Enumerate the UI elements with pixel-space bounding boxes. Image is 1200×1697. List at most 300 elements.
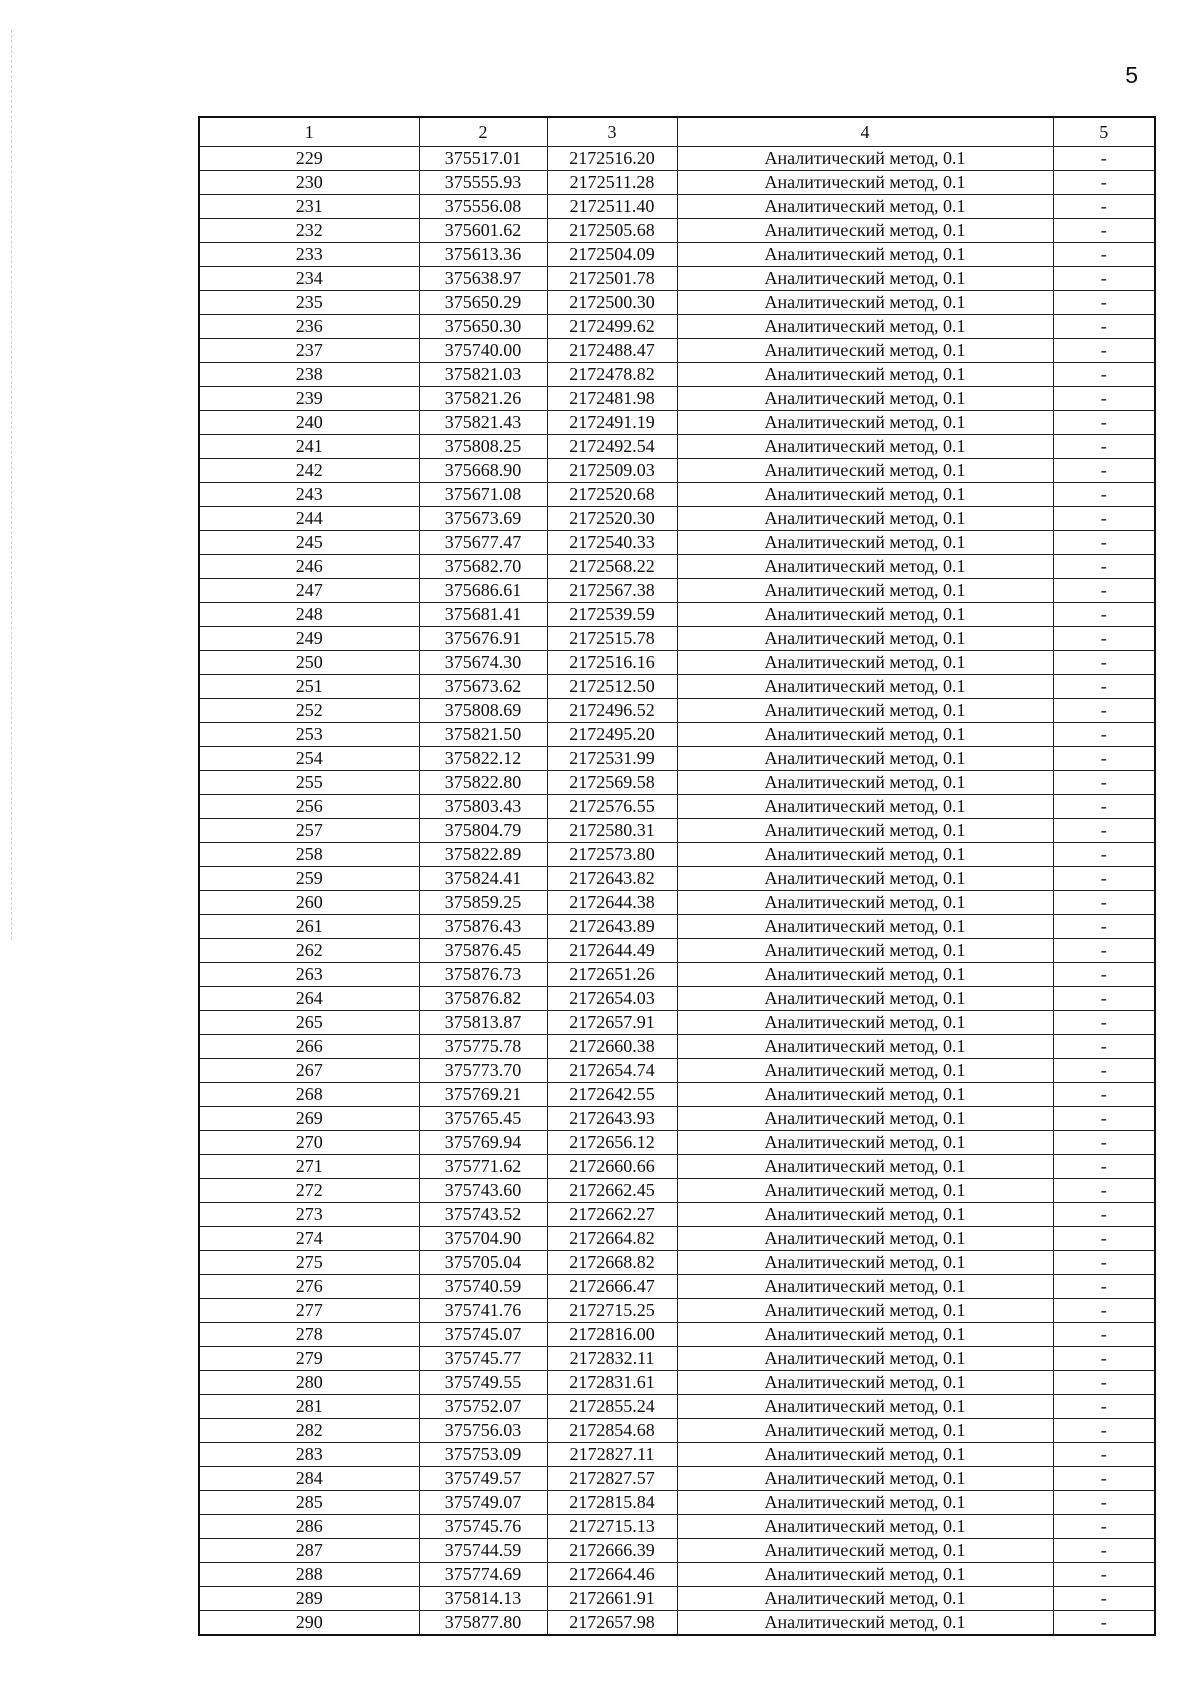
method-cell: Аналитический метод, 0.1 (677, 843, 1053, 867)
table-row (199, 867, 1155, 891)
method-cell: Аналитический метод, 0.1 (677, 747, 1053, 771)
note-cell: - (1053, 1035, 1155, 1059)
method-cell: Аналитический метод, 0.1 (677, 411, 1053, 435)
table-row (199, 675, 1155, 699)
method-cell: Аналитический метод, 0.1 (677, 1323, 1053, 1347)
note-cell: - (1053, 1611, 1155, 1636)
table-row (199, 291, 1155, 315)
point-number-cell: 267 (199, 1059, 419, 1083)
x-coordinate-cell: 375765.45 (419, 1107, 547, 1131)
method-cell: Аналитический метод, 0.1 (677, 891, 1053, 915)
table-row (199, 1011, 1155, 1035)
point-number-cell: 279 (199, 1347, 419, 1371)
table-row (199, 915, 1155, 939)
table-row (199, 1131, 1155, 1155)
point-number-cell: 242 (199, 459, 419, 483)
point-number-cell: 243 (199, 483, 419, 507)
y-coordinate-cell: 2172664.46 (547, 1563, 677, 1587)
method-cell: Аналитический метод, 0.1 (677, 339, 1053, 363)
point-number-cell: 273 (199, 1203, 419, 1227)
point-number-cell: 276 (199, 1275, 419, 1299)
method-cell: Аналитический метод, 0.1 (677, 243, 1053, 267)
note-cell: - (1053, 987, 1155, 1011)
y-coordinate-cell: 2172491.19 (547, 411, 677, 435)
point-number-cell: 254 (199, 747, 419, 771)
y-coordinate-cell: 2172511.28 (547, 171, 677, 195)
y-coordinate-cell: 2172567.38 (547, 579, 677, 603)
note-cell: - (1053, 651, 1155, 675)
y-coordinate-cell: 2172832.11 (547, 1347, 677, 1371)
y-coordinate-cell: 2172654.74 (547, 1059, 677, 1083)
method-cell: Аналитический метод, 0.1 (677, 1107, 1053, 1131)
method-cell: Аналитический метод, 0.1 (677, 987, 1053, 1011)
note-cell: - (1053, 627, 1155, 651)
method-cell: Аналитический метод, 0.1 (677, 963, 1053, 987)
y-coordinate-cell: 2172715.13 (547, 1515, 677, 1539)
x-coordinate-cell: 375773.70 (419, 1059, 547, 1083)
table-row (199, 315, 1155, 339)
y-coordinate-cell: 2172492.54 (547, 435, 677, 459)
note-cell: - (1053, 915, 1155, 939)
column-header-2: 2 (419, 117, 547, 147)
y-coordinate-cell: 2172478.82 (547, 363, 677, 387)
x-coordinate-cell: 375638.97 (419, 267, 547, 291)
note-cell: - (1053, 1227, 1155, 1251)
point-number-cell: 237 (199, 339, 419, 363)
y-coordinate-cell: 2172854.68 (547, 1419, 677, 1443)
table-row (199, 1467, 1155, 1491)
x-coordinate-cell: 375756.03 (419, 1419, 547, 1443)
note-cell: - (1053, 555, 1155, 579)
method-cell: Аналитический метод, 0.1 (677, 147, 1053, 171)
note-cell: - (1053, 291, 1155, 315)
note-cell: - (1053, 243, 1155, 267)
table-row (199, 483, 1155, 507)
method-cell: Аналитический метод, 0.1 (677, 603, 1053, 627)
method-cell: Аналитический метод, 0.1 (677, 1203, 1053, 1227)
table-row (199, 843, 1155, 867)
table-row (199, 1371, 1155, 1395)
y-coordinate-cell: 2172855.24 (547, 1395, 677, 1419)
x-coordinate-cell: 375650.29 (419, 291, 547, 315)
method-cell: Аналитический метод, 0.1 (677, 579, 1053, 603)
y-coordinate-cell: 2172504.09 (547, 243, 677, 267)
table-row (199, 1203, 1155, 1227)
table-row (199, 1323, 1155, 1347)
method-cell: Аналитический метод, 0.1 (677, 291, 1053, 315)
table-row (199, 1179, 1155, 1203)
point-number-cell: 235 (199, 291, 419, 315)
x-coordinate-cell: 375822.89 (419, 843, 547, 867)
x-coordinate-cell: 375555.93 (419, 171, 547, 195)
x-coordinate-cell: 375674.30 (419, 651, 547, 675)
point-number-cell: 255 (199, 771, 419, 795)
point-number-cell: 275 (199, 1251, 419, 1275)
method-cell: Аналитический метод, 0.1 (677, 723, 1053, 747)
y-coordinate-cell: 2172643.82 (547, 867, 677, 891)
x-coordinate-cell: 375876.43 (419, 915, 547, 939)
table-row (199, 1059, 1155, 1083)
x-coordinate-cell: 375808.25 (419, 435, 547, 459)
y-coordinate-cell: 2172668.82 (547, 1251, 677, 1275)
note-cell: - (1053, 531, 1155, 555)
method-cell: Аналитический метод, 0.1 (677, 1131, 1053, 1155)
y-coordinate-cell: 2172569.58 (547, 771, 677, 795)
point-number-cell: 288 (199, 1563, 419, 1587)
point-number-cell: 241 (199, 435, 419, 459)
x-coordinate-cell: 375876.82 (419, 987, 547, 1011)
method-cell: Аналитический метод, 0.1 (677, 867, 1053, 891)
point-number-cell: 272 (199, 1179, 419, 1203)
table-row (199, 963, 1155, 987)
note-cell: - (1053, 459, 1155, 483)
method-cell: Аналитический метод, 0.1 (677, 483, 1053, 507)
y-coordinate-cell: 2172816.00 (547, 1323, 677, 1347)
point-number-cell: 287 (199, 1539, 419, 1563)
table-row (199, 363, 1155, 387)
note-cell: - (1053, 1539, 1155, 1563)
point-number-cell: 231 (199, 195, 419, 219)
note-cell: - (1053, 411, 1155, 435)
scan-margin-line (11, 30, 12, 940)
note-cell: - (1053, 1419, 1155, 1443)
point-number-cell: 282 (199, 1419, 419, 1443)
point-number-cell: 284 (199, 1467, 419, 1491)
note-cell: - (1053, 723, 1155, 747)
y-coordinate-cell: 2172654.03 (547, 987, 677, 1011)
y-coordinate-cell: 2172815.84 (547, 1491, 677, 1515)
y-coordinate-cell: 2172661.91 (547, 1587, 677, 1611)
note-cell: - (1053, 963, 1155, 987)
note-cell: - (1053, 1155, 1155, 1179)
point-number-cell: 248 (199, 603, 419, 627)
point-number-cell: 270 (199, 1131, 419, 1155)
x-coordinate-cell: 375673.69 (419, 507, 547, 531)
y-coordinate-cell: 2172539.59 (547, 603, 677, 627)
point-number-cell: 266 (199, 1035, 419, 1059)
point-number-cell: 229 (199, 147, 419, 171)
x-coordinate-cell: 375824.41 (419, 867, 547, 891)
point-number-cell: 264 (199, 987, 419, 1011)
method-cell: Аналитический метод, 0.1 (677, 1011, 1053, 1035)
note-cell: - (1053, 147, 1155, 171)
method-cell: Аналитический метод, 0.1 (677, 219, 1053, 243)
note-cell: - (1053, 1299, 1155, 1323)
table-row (199, 147, 1155, 171)
x-coordinate-cell: 375613.36 (419, 243, 547, 267)
table-row (199, 339, 1155, 363)
y-coordinate-cell: 2172827.11 (547, 1443, 677, 1467)
point-number-cell: 234 (199, 267, 419, 291)
x-coordinate-cell: 375769.94 (419, 1131, 547, 1155)
note-cell: - (1053, 171, 1155, 195)
method-cell: Аналитический метод, 0.1 (677, 1587, 1053, 1611)
point-number-cell: 246 (199, 555, 419, 579)
y-coordinate-cell: 2172515.78 (547, 627, 677, 651)
x-coordinate-cell: 375704.90 (419, 1227, 547, 1251)
note-cell: - (1053, 315, 1155, 339)
page-number: 5 (1125, 62, 1138, 88)
x-coordinate-cell: 375682.70 (419, 555, 547, 579)
method-cell: Аналитический метод, 0.1 (677, 1179, 1053, 1203)
method-cell: Аналитический метод, 0.1 (677, 363, 1053, 387)
y-coordinate-cell: 2172576.55 (547, 795, 677, 819)
x-coordinate-cell: 375681.41 (419, 603, 547, 627)
x-coordinate-cell: 375749.55 (419, 1371, 547, 1395)
method-cell: Аналитический метод, 0.1 (677, 435, 1053, 459)
y-coordinate-cell: 2172644.38 (547, 891, 677, 915)
x-coordinate-cell: 375743.60 (419, 1179, 547, 1203)
point-number-cell: 278 (199, 1323, 419, 1347)
note-cell: - (1053, 267, 1155, 291)
table-row (199, 1227, 1155, 1251)
method-cell: Аналитический метод, 0.1 (677, 1347, 1053, 1371)
x-coordinate-cell: 375601.62 (419, 219, 547, 243)
y-coordinate-cell: 2172666.39 (547, 1539, 677, 1563)
point-number-cell: 257 (199, 819, 419, 843)
x-coordinate-cell: 375556.08 (419, 195, 547, 219)
note-cell: - (1053, 1491, 1155, 1515)
y-coordinate-cell: 2172664.82 (547, 1227, 677, 1251)
x-coordinate-cell: 375740.59 (419, 1275, 547, 1299)
note-cell: - (1053, 891, 1155, 915)
x-coordinate-cell: 375749.57 (419, 1467, 547, 1491)
x-coordinate-cell: 375686.61 (419, 579, 547, 603)
x-coordinate-cell: 375671.08 (419, 483, 547, 507)
x-coordinate-cell: 375752.07 (419, 1395, 547, 1419)
y-coordinate-cell: 2172499.62 (547, 315, 677, 339)
point-number-cell: 236 (199, 315, 419, 339)
point-number-cell: 286 (199, 1515, 419, 1539)
point-number-cell: 247 (199, 579, 419, 603)
table-row (199, 435, 1155, 459)
x-coordinate-cell: 375876.45 (419, 939, 547, 963)
method-cell: Аналитический метод, 0.1 (677, 267, 1053, 291)
method-cell: Аналитический метод, 0.1 (677, 1515, 1053, 1539)
point-number-cell: 265 (199, 1011, 419, 1035)
method-cell: Аналитический метод, 0.1 (677, 387, 1053, 411)
method-cell: Аналитический метод, 0.1 (677, 1539, 1053, 1563)
table-row (199, 1515, 1155, 1539)
method-cell: Аналитический метод, 0.1 (677, 555, 1053, 579)
note-cell: - (1053, 819, 1155, 843)
y-coordinate-cell: 2172501.78 (547, 267, 677, 291)
method-cell: Аналитический метод, 0.1 (677, 1059, 1053, 1083)
table-row (199, 723, 1155, 747)
table-row (199, 1491, 1155, 1515)
y-coordinate-cell: 2172643.89 (547, 915, 677, 939)
coordinates-table (198, 116, 1156, 1636)
x-coordinate-cell: 375822.80 (419, 771, 547, 795)
note-cell: - (1053, 1443, 1155, 1467)
point-number-cell: 263 (199, 963, 419, 987)
note-cell: - (1053, 1203, 1155, 1227)
note-cell: - (1053, 435, 1155, 459)
method-cell: Аналитический метод, 0.1 (677, 699, 1053, 723)
y-coordinate-cell: 2172481.98 (547, 387, 677, 411)
point-number-cell: 260 (199, 891, 419, 915)
note-cell: - (1053, 1395, 1155, 1419)
y-coordinate-cell: 2172660.66 (547, 1155, 677, 1179)
note-cell: - (1053, 1587, 1155, 1611)
x-coordinate-cell: 375821.26 (419, 387, 547, 411)
y-coordinate-cell: 2172568.22 (547, 555, 677, 579)
x-coordinate-cell: 375673.62 (419, 675, 547, 699)
method-cell: Аналитический метод, 0.1 (677, 627, 1053, 651)
point-number-cell: 250 (199, 651, 419, 675)
point-number-cell: 274 (199, 1227, 419, 1251)
y-coordinate-cell: 2172660.38 (547, 1035, 677, 1059)
point-number-cell: 281 (199, 1395, 419, 1419)
y-coordinate-cell: 2172531.99 (547, 747, 677, 771)
table-row (199, 1083, 1155, 1107)
table-row (199, 555, 1155, 579)
x-coordinate-cell: 375745.76 (419, 1515, 547, 1539)
table-row (199, 1251, 1155, 1275)
note-cell: - (1053, 1131, 1155, 1155)
table-row (199, 747, 1155, 771)
x-coordinate-cell: 375813.87 (419, 1011, 547, 1035)
method-cell: Аналитический метод, 0.1 (677, 1419, 1053, 1443)
table-row (199, 1419, 1155, 1443)
x-coordinate-cell: 375705.04 (419, 1251, 547, 1275)
method-cell: Аналитический метод, 0.1 (677, 819, 1053, 843)
x-coordinate-cell: 375876.73 (419, 963, 547, 987)
note-cell: - (1053, 1107, 1155, 1131)
point-number-cell: 283 (199, 1443, 419, 1467)
method-cell: Аналитический метод, 0.1 (677, 1251, 1053, 1275)
y-coordinate-cell: 2172656.12 (547, 1131, 677, 1155)
table-row (199, 387, 1155, 411)
method-cell: Аналитический метод, 0.1 (677, 1155, 1053, 1179)
column-header-4: 4 (677, 117, 1053, 147)
note-cell: - (1053, 1179, 1155, 1203)
note-cell: - (1053, 363, 1155, 387)
table-row (199, 1275, 1155, 1299)
x-coordinate-cell: 375804.79 (419, 819, 547, 843)
table-row (199, 219, 1155, 243)
method-cell: Аналитический метод, 0.1 (677, 1395, 1053, 1419)
table-row (199, 891, 1155, 915)
table-row (199, 579, 1155, 603)
method-cell: Аналитический метод, 0.1 (677, 939, 1053, 963)
method-cell: Аналитический метод, 0.1 (677, 795, 1053, 819)
table-row (199, 195, 1155, 219)
x-coordinate-cell: 375744.59 (419, 1539, 547, 1563)
table-row (199, 699, 1155, 723)
y-coordinate-cell: 2172496.52 (547, 699, 677, 723)
y-coordinate-cell: 2172831.61 (547, 1371, 677, 1395)
table-row (199, 1539, 1155, 1563)
method-cell: Аналитический метод, 0.1 (677, 1083, 1053, 1107)
table-row (199, 651, 1155, 675)
y-coordinate-cell: 2172666.47 (547, 1275, 677, 1299)
point-number-cell: 290 (199, 1611, 419, 1636)
y-coordinate-cell: 2172657.98 (547, 1611, 677, 1636)
y-coordinate-cell: 2172512.50 (547, 675, 677, 699)
y-coordinate-cell: 2172511.40 (547, 195, 677, 219)
note-cell: - (1053, 219, 1155, 243)
note-cell: - (1053, 1059, 1155, 1083)
method-cell: Аналитический метод, 0.1 (677, 1371, 1053, 1395)
x-coordinate-cell: 375821.50 (419, 723, 547, 747)
y-coordinate-cell: 2172715.25 (547, 1299, 677, 1323)
y-coordinate-cell: 2172516.16 (547, 651, 677, 675)
method-cell: Аналитический метод, 0.1 (677, 1035, 1053, 1059)
point-number-cell: 230 (199, 171, 419, 195)
note-cell: - (1053, 699, 1155, 723)
y-coordinate-cell: 2172520.30 (547, 507, 677, 531)
x-coordinate-cell: 375749.07 (419, 1491, 547, 1515)
table-row (199, 1035, 1155, 1059)
note-cell: - (1053, 507, 1155, 531)
point-number-cell: 269 (199, 1107, 419, 1131)
table-row (199, 1395, 1155, 1419)
point-number-cell: 249 (199, 627, 419, 651)
table-row (199, 987, 1155, 1011)
point-number-cell: 261 (199, 915, 419, 939)
x-coordinate-cell: 375668.90 (419, 459, 547, 483)
table-row (199, 1443, 1155, 1467)
method-cell: Аналитический метод, 0.1 (677, 1563, 1053, 1587)
column-header-5: 5 (1053, 117, 1155, 147)
x-coordinate-cell: 375774.69 (419, 1563, 547, 1587)
note-cell: - (1053, 339, 1155, 363)
note-cell: - (1053, 387, 1155, 411)
y-coordinate-cell: 2172500.30 (547, 291, 677, 315)
note-cell: - (1053, 483, 1155, 507)
x-coordinate-cell: 375877.80 (419, 1611, 547, 1636)
point-number-cell: 262 (199, 939, 419, 963)
note-cell: - (1053, 1347, 1155, 1371)
x-coordinate-cell: 375753.09 (419, 1443, 547, 1467)
x-coordinate-cell: 375775.78 (419, 1035, 547, 1059)
note-cell: - (1053, 1563, 1155, 1587)
y-coordinate-cell: 2172505.68 (547, 219, 677, 243)
table-row (199, 1107, 1155, 1131)
table-row (199, 603, 1155, 627)
method-cell: Аналитический метод, 0.1 (677, 1299, 1053, 1323)
note-cell: - (1053, 795, 1155, 819)
y-coordinate-cell: 2172495.20 (547, 723, 677, 747)
table-header-row (199, 117, 1155, 147)
point-number-cell: 251 (199, 675, 419, 699)
note-cell: - (1053, 1515, 1155, 1539)
table-row (199, 1347, 1155, 1371)
method-cell: Аналитический метод, 0.1 (677, 459, 1053, 483)
point-number-cell: 258 (199, 843, 419, 867)
point-number-cell: 259 (199, 867, 419, 891)
x-coordinate-cell: 375771.62 (419, 1155, 547, 1179)
point-number-cell: 240 (199, 411, 419, 435)
table-row (199, 795, 1155, 819)
point-number-cell: 244 (199, 507, 419, 531)
y-coordinate-cell: 2172827.57 (547, 1467, 677, 1491)
note-cell: - (1053, 603, 1155, 627)
y-coordinate-cell: 2172662.27 (547, 1203, 677, 1227)
point-number-cell: 245 (199, 531, 419, 555)
point-number-cell: 280 (199, 1371, 419, 1395)
point-number-cell: 238 (199, 363, 419, 387)
point-number-cell: 271 (199, 1155, 419, 1179)
point-number-cell: 239 (199, 387, 419, 411)
method-cell: Аналитический метод, 0.1 (677, 507, 1053, 531)
x-coordinate-cell: 375743.52 (419, 1203, 547, 1227)
point-number-cell: 233 (199, 243, 419, 267)
note-cell: - (1053, 675, 1155, 699)
table-row (199, 243, 1155, 267)
note-cell: - (1053, 579, 1155, 603)
